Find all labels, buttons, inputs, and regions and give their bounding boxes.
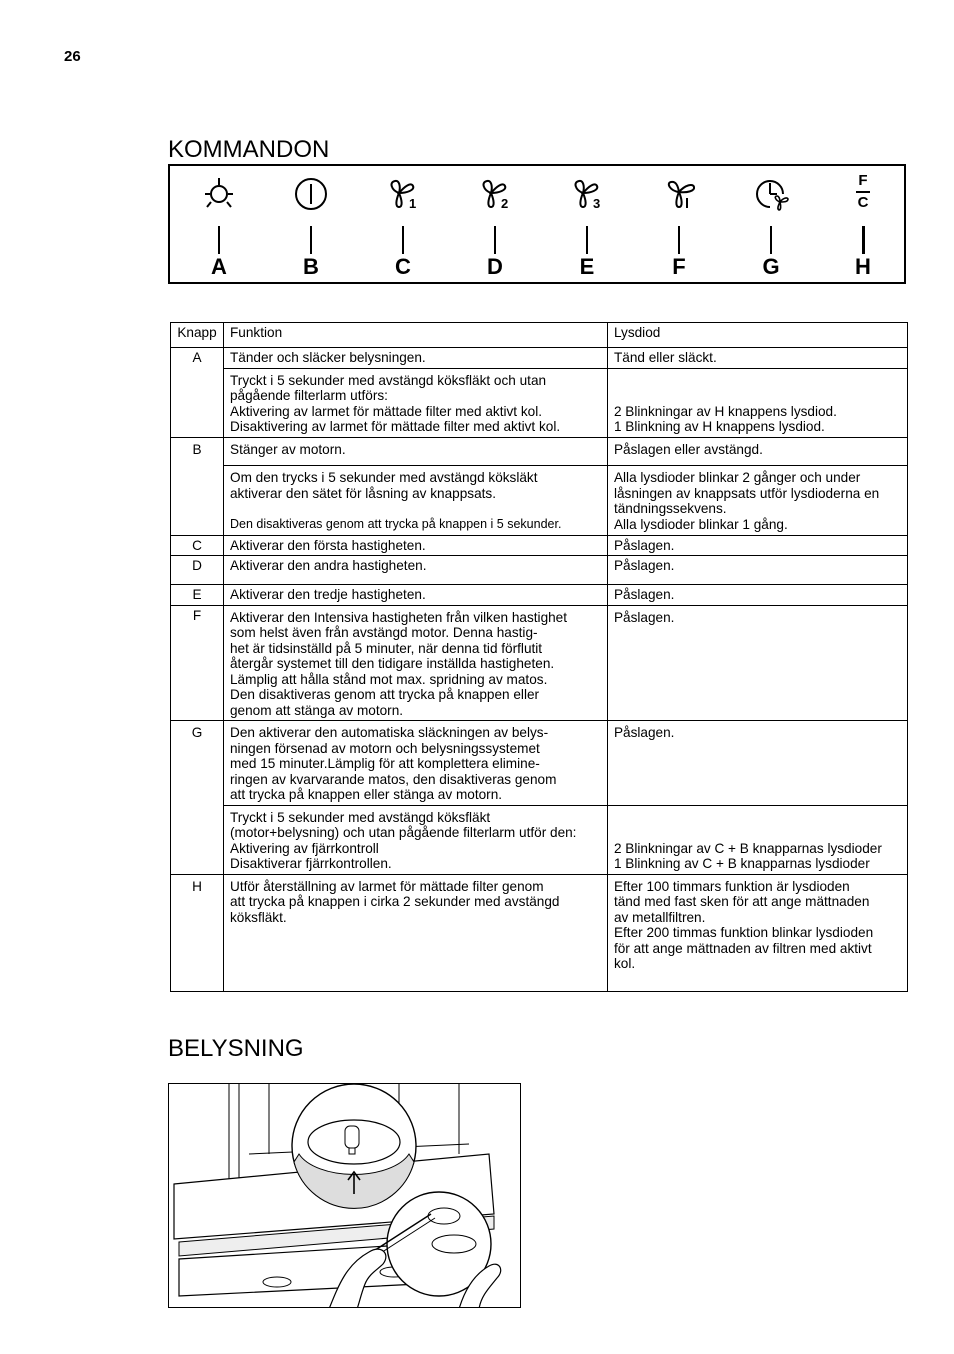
filter-icon-divider [856, 191, 870, 193]
row-function [224, 605, 608, 721]
power-icon [293, 174, 329, 214]
row-key: G [171, 721, 224, 875]
function-note: Den disaktiveras genom att trycka på knappen i 5 sekunder. [230, 517, 562, 531]
spacer [230, 501, 601, 517]
function-line: ningen försenad av motorn och belysningssystemet [230, 740, 540, 756]
function-line: Om den trycks i 5 sekunder med avstängd köksläkt [230, 470, 538, 485]
row-key: C [171, 535, 224, 556]
key-letter: G [762, 254, 780, 279]
row-key: F [171, 605, 224, 721]
key-leader-line [310, 226, 312, 254]
panel-key-f[interactable] [649, 166, 709, 284]
row-function [224, 874, 608, 991]
row-function: Stänger av motorn. [224, 437, 608, 466]
led-line: av metallfiltren. [613, 909, 706, 925]
row-led: Påslagen. [607, 535, 907, 556]
led-line: kol. [613, 956, 636, 971]
control-panel [168, 164, 906, 284]
row-led: Påslagen eller avstängd. [607, 437, 907, 466]
key-leader-line [586, 226, 588, 254]
function-line: att trycka på knappen i cirka 2 sekunder med avstängd [230, 894, 560, 909]
row-led [607, 805, 907, 874]
table-row [171, 348, 908, 369]
row-function: Tänder och släcker belysningen. [224, 348, 608, 369]
fan-timer-icon [753, 174, 793, 214]
table-row [171, 874, 908, 991]
header-function: Funktion [224, 323, 608, 348]
svg-text:1: 1 [409, 196, 417, 211]
key-letter: B [303, 254, 319, 279]
row-key: B [171, 437, 224, 535]
function-line: (motor+belysning) och utan pågående filterlarm utför den: [230, 825, 577, 840]
panel-key-e[interactable] [557, 166, 617, 284]
header-key: Knapp [171, 323, 224, 348]
led-line: 2 Blinkningar av H knappens lysdiod. [613, 403, 837, 419]
row-function [224, 721, 608, 806]
fan-intensive-icon [661, 174, 701, 214]
key-letter: D [487, 254, 503, 279]
filter-icon-bottom-letter: C [857, 193, 869, 211]
function-line: Aktivering av fjärrkontroll [230, 840, 379, 856]
key-leader-line [678, 226, 680, 254]
panel-key-g[interactable] [741, 166, 801, 284]
section-title-lighting: BELYSNING [168, 1035, 304, 1062]
function-line: Den disaktiveras genom att trycka på knappen eller [230, 687, 540, 702]
panel-key-h[interactable] [833, 166, 893, 284]
key-letter: C [395, 254, 411, 279]
function-line: aktiverar den sätet för låsning av knappsats. [230, 485, 496, 501]
function-line: Disaktivering av larmet för mättade filter med aktivt kol. [230, 419, 561, 434]
row-function: Aktiverar den andra hastigheten. [224, 556, 608, 585]
key-letter: F [672, 254, 686, 279]
row-led: Påslagen. [607, 721, 907, 806]
lamp-replacement-illustration [168, 1083, 521, 1308]
row-led [607, 874, 907, 991]
table-row [171, 805, 908, 874]
filter-icon-top-letter: F [858, 172, 868, 189]
function-line: Tryckt i 5 sekunder med avstängd köksfläkt [230, 809, 491, 825]
led-line: 1 Blinkning av H knappens lysdiod. [613, 419, 825, 434]
led-line: Efter 200 timmas funktion blinkar lysdioden [613, 925, 874, 940]
function-line: Utför återställning av larmet för mättade filter genom [230, 878, 544, 894]
header-led: Lysdiod [607, 323, 907, 348]
panel-key-b[interactable] [281, 166, 341, 284]
function-line: genom att stänga av motorn. [230, 702, 404, 718]
light-bulb-icon [201, 174, 237, 214]
panel-key-a[interactable] [189, 166, 249, 284]
panel-key-d[interactable] [465, 166, 525, 284]
led-line: Alla lysdioder blinkar 1 gång. [613, 516, 788, 532]
svg-text:2: 2 [501, 196, 509, 211]
function-line: Lämplig att hålla stånd mot max. spridning av matos. [230, 671, 548, 687]
led-line: 1 Blinkning av C + B knapparnas lysdioder [613, 856, 870, 871]
row-key: E [171, 585, 224, 606]
table-row [171, 466, 908, 536]
led-line: Efter 100 timmars funktion är lysdioden [613, 878, 850, 894]
function-line: pågående filterlarm utförs: [230, 388, 388, 403]
key-leader-line [402, 226, 404, 254]
row-led: Tänd eller släckt. [607, 348, 907, 369]
row-led: Påslagen. [607, 585, 907, 606]
led-line: låsningen av knappsats utför lysdioderna en [613, 485, 880, 501]
key-leader-line [218, 226, 220, 254]
row-function: Aktiverar den tredje hastigheten. [224, 585, 608, 606]
row-led: Påslagen. [607, 556, 907, 585]
key-leader-line [494, 226, 496, 254]
function-line: köksfläkt. [230, 909, 287, 925]
led-line: Alla lysdioder blinkar 2 gånger och under [613, 470, 861, 485]
fan-speed-1-icon [385, 174, 425, 214]
led-line: tändningssekvens. [613, 501, 727, 516]
svg-text:3: 3 [593, 196, 601, 211]
led-line: tänd med fast sken för att ange mättnaden [613, 894, 870, 909]
key-letter: E [579, 254, 595, 279]
row-led [607, 466, 907, 536]
led-line: 2 Blinkningar av C + B knapparnas lysdioder [613, 840, 882, 856]
function-line: Disaktiverar fjärrkontrollen. [230, 856, 392, 871]
key-leader-line [770, 226, 772, 254]
row-key: D [171, 556, 224, 585]
fan-speed-2-icon [477, 174, 517, 214]
led-line: för att ange mättnaden av filtren med aktivt [613, 940, 872, 956]
key-letter: A [211, 254, 227, 279]
table-row [171, 535, 908, 556]
table-row [171, 368, 908, 437]
section-title-commands: KOMMANDON [168, 136, 330, 163]
table-row [171, 556, 908, 585]
function-line: att trycka på knappen eller stänga av motorn. [230, 787, 503, 802]
fan-speed-3-icon [569, 174, 609, 214]
function-line: återgår systemet till den tidigare inställda hastigheten. [230, 656, 555, 671]
function-line: ringen av kvarvarande matos, den disaktiveras genom [230, 771, 557, 787]
row-key: A [171, 348, 224, 438]
row-function [224, 368, 608, 437]
row-function [224, 805, 608, 874]
function-line: Den aktiverar den automatiska släckningen av belys- [230, 725, 549, 740]
function-line: het är tidsinställd på 5 minuter, när denna tid förflutit [230, 640, 543, 656]
row-function: Aktiverar den första hastigheten. [224, 535, 608, 556]
table-row [171, 721, 908, 806]
row-function [224, 466, 608, 536]
function-line: som helst även från avstängd motor. Denna hastig- [230, 625, 538, 640]
row-led: Påslagen. [607, 605, 907, 721]
row-key: H [171, 874, 224, 991]
table-header-row [171, 323, 908, 348]
table-row [171, 585, 908, 606]
key-leader-line [862, 226, 865, 254]
row-led [607, 368, 907, 437]
table-row [171, 605, 908, 721]
function-line: med 15 minuter.Lämplig för att komplettera elimine- [230, 756, 540, 771]
function-table [170, 322, 908, 992]
panel-key-c[interactable] [373, 166, 433, 284]
key-letter: H [855, 254, 871, 279]
function-line: Aktiverar den Intensiva hastigheten från vilken hastighet [230, 609, 568, 625]
filter-reset-icon [833, 172, 893, 212]
table-row [171, 437, 908, 466]
page-number: 26 [64, 48, 81, 65]
hood-lamp-drawing [169, 1084, 521, 1308]
function-line: Tryckt i 5 sekunder med avstängd köksfläkt och utan [230, 372, 547, 388]
function-line: Aktivering av larmet för mättade filter med aktivt kol. [230, 403, 543, 419]
